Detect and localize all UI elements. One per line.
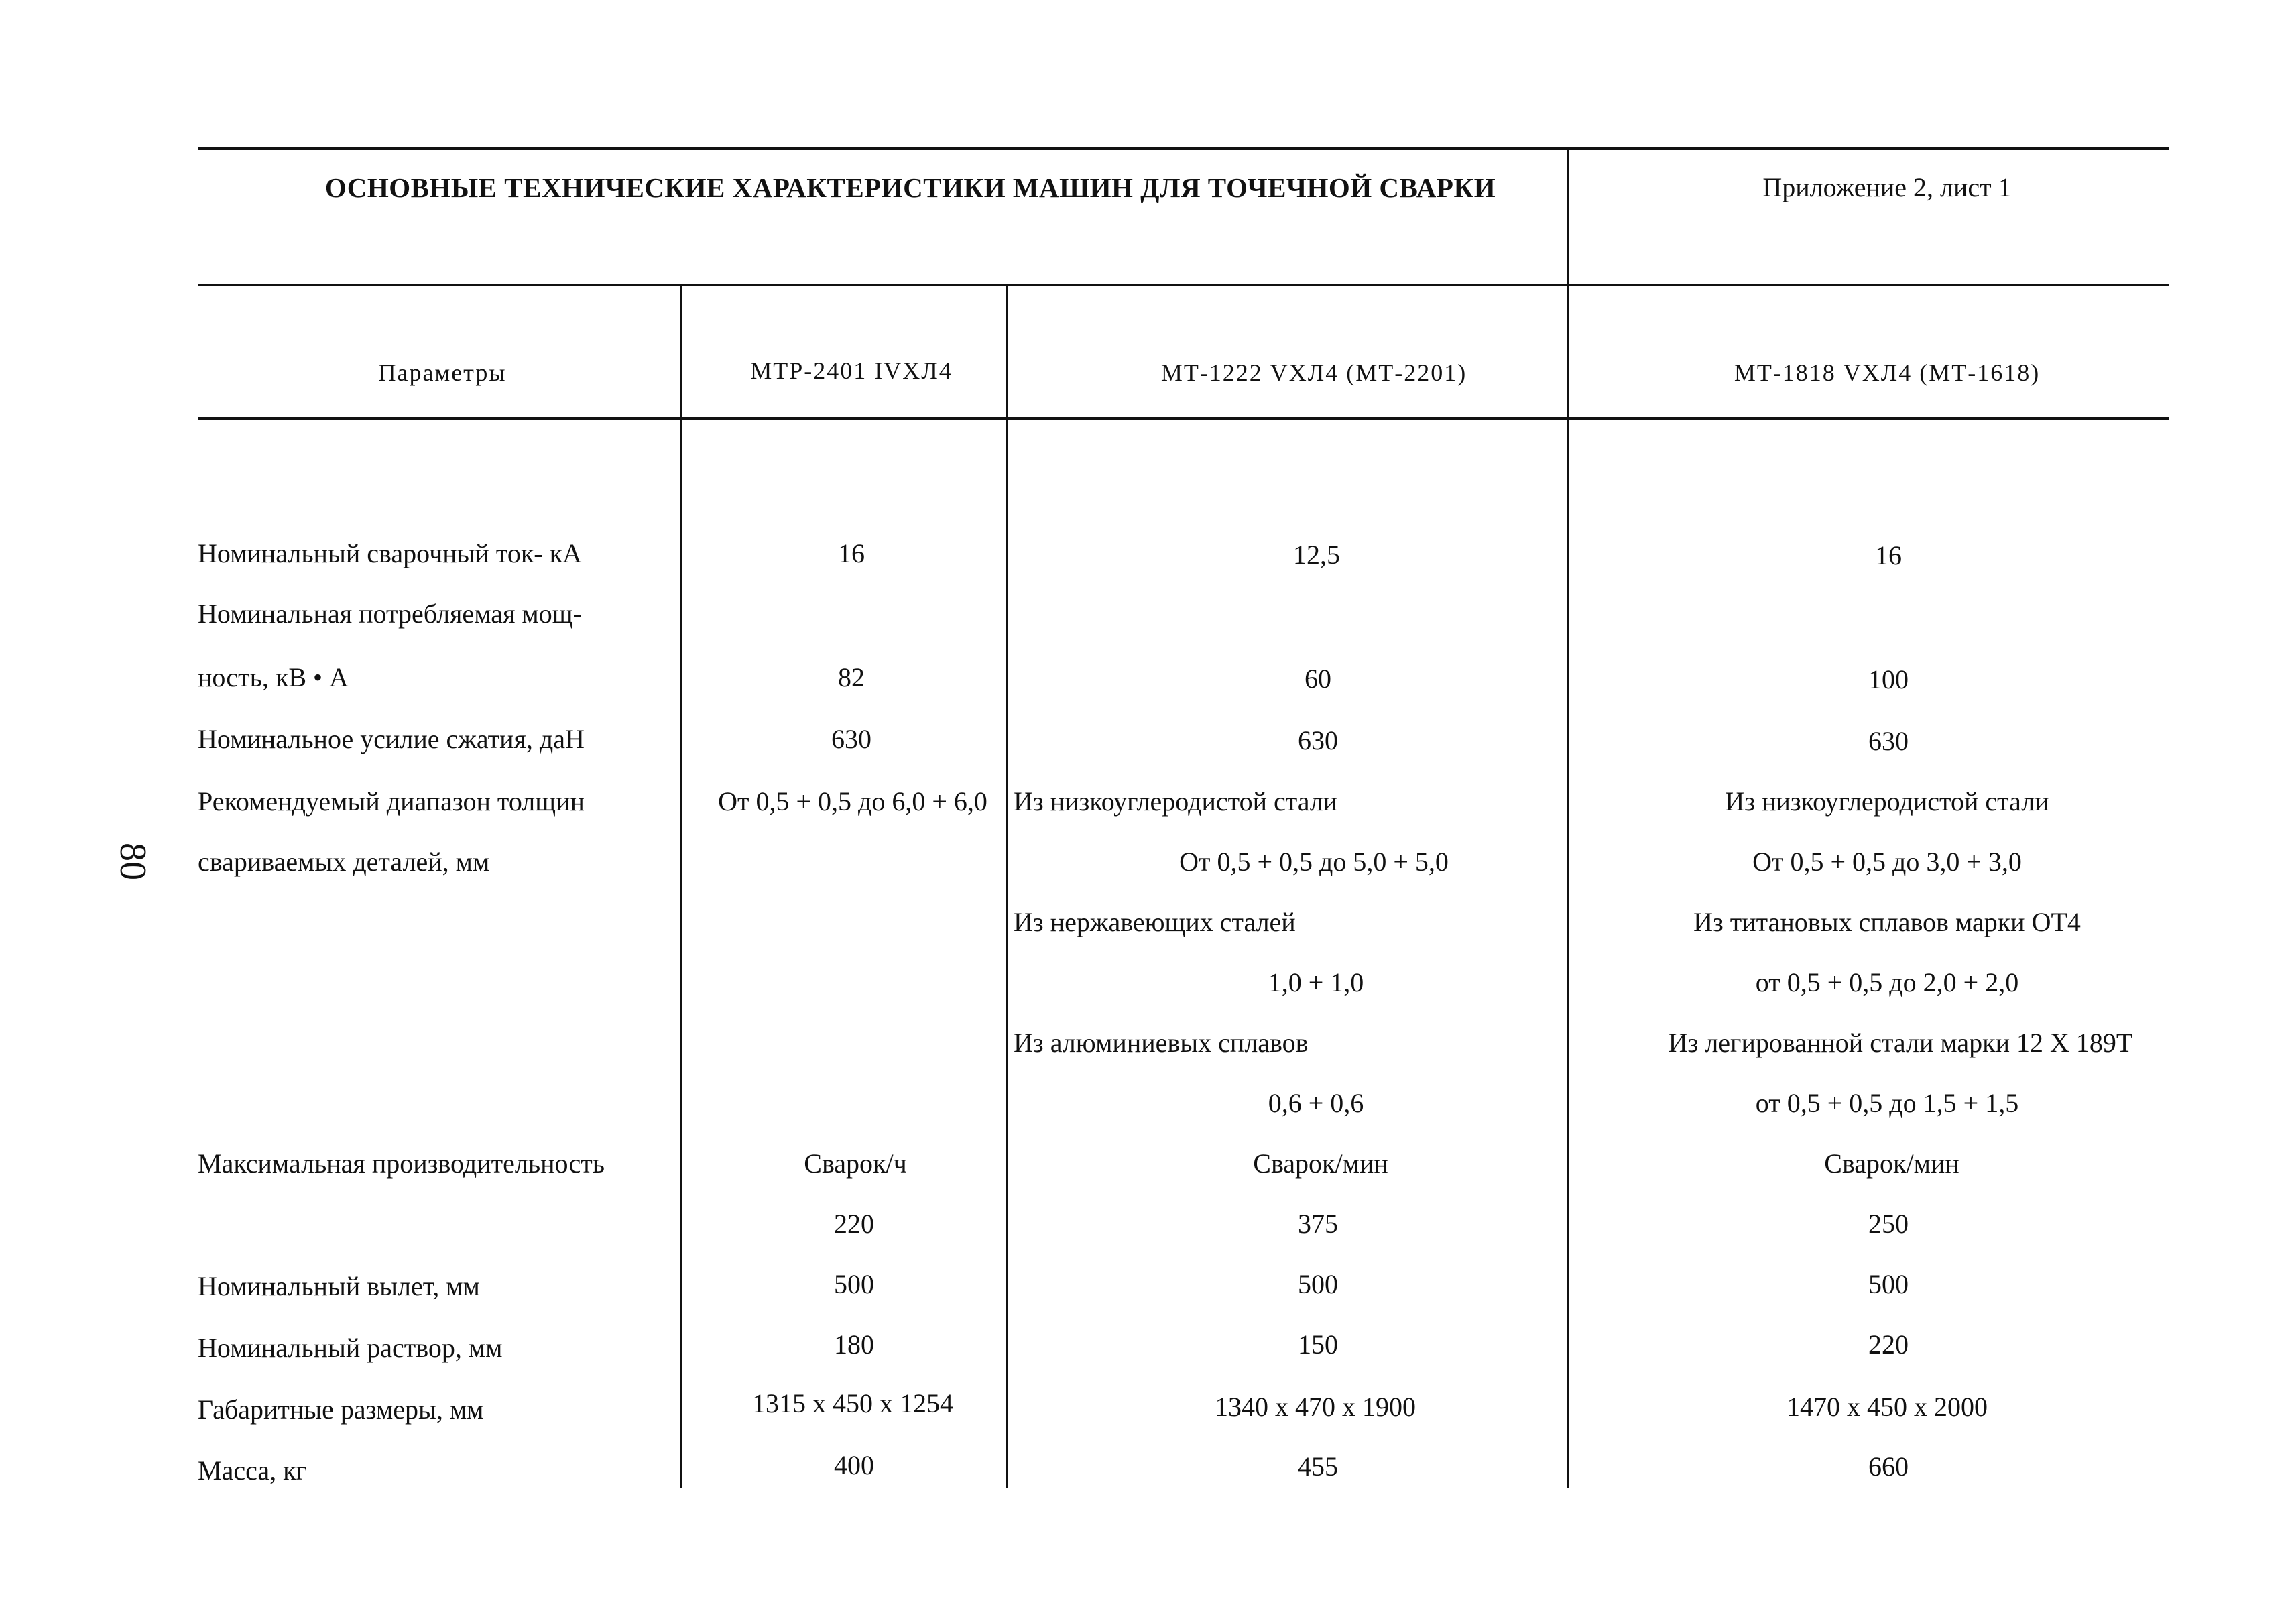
row-label-power-1: Номинальная потребляемая мощ- bbox=[198, 599, 582, 629]
reach-m1: 500 bbox=[834, 1269, 874, 1299]
thickness-m2-line-4: 1,0 + 1,0 bbox=[1268, 967, 1364, 998]
row-label-reach: Номинальный вылет, мм bbox=[198, 1271, 480, 1301]
power-m3: 100 bbox=[1868, 664, 1909, 695]
col-divider-2 bbox=[1006, 285, 1008, 1488]
thickness-m3-line-1: Из низкоуглеродистой стали bbox=[1725, 786, 2049, 817]
header-divider bbox=[1567, 147, 1569, 286]
reach-m2: 500 bbox=[1298, 1269, 1338, 1299]
thickness-m2-line-6: 0,6 + 0,6 bbox=[1268, 1088, 1364, 1118]
dimensions-m2: 1340 х 470 х 1900 bbox=[1215, 1392, 1416, 1422]
current-m3: 16 bbox=[1875, 540, 1902, 570]
opening-m2: 150 bbox=[1298, 1329, 1338, 1360]
page-number: 80 bbox=[112, 843, 154, 880]
row-label-dimensions: Габаритные размеры, мм bbox=[198, 1394, 484, 1425]
thickness-m1: От 0,5 + 0,5 до 6,0 + 6,0 bbox=[718, 786, 987, 817]
row-label-thickness-2: свариваемых деталей, мм bbox=[198, 847, 490, 877]
header-bottom-rule bbox=[198, 284, 2169, 286]
col-divider-1 bbox=[680, 285, 682, 1488]
force-m1: 630 bbox=[831, 724, 871, 754]
productivity-m2: 375 bbox=[1298, 1209, 1338, 1239]
column-header-m2: МТ-1222 VХЛ4 (МТ-2201) bbox=[1160, 359, 1467, 386]
thickness-m3-line-4: от 0,5 + 0,5 до 2,0 + 2,0 bbox=[1755, 967, 2019, 998]
column-header-m3: МТ-1818 VХЛ4 (МТ-1618) bbox=[1734, 359, 2041, 386]
current-m1: 16 bbox=[838, 538, 865, 568]
force-m2: 630 bbox=[1298, 725, 1338, 756]
power-m2: 60 bbox=[1305, 664, 1331, 694]
thickness-m2-line-3: Из нержавеющих сталей bbox=[1014, 907, 1296, 937]
header-top-rule bbox=[198, 147, 2169, 150]
thickness-m3-line-6: от 0,5 + 0,5 до 1,5 + 1,5 bbox=[1755, 1088, 2019, 1118]
thickness-m2-line-1: Из низкоуглеродистой стали bbox=[1014, 786, 1338, 817]
productivity-m3: 250 bbox=[1868, 1209, 1909, 1239]
column-header-bottom-rule bbox=[198, 417, 2169, 420]
col-divider-3 bbox=[1567, 285, 1569, 1488]
productivity-m1-unit: Сварок/ч bbox=[804, 1148, 907, 1179]
row-label-force: Номинальное усилие сжатия, даН bbox=[198, 724, 585, 754]
reach-m3: 500 bbox=[1868, 1269, 1909, 1299]
mass-m2: 455 bbox=[1298, 1451, 1338, 1482]
row-label-power-2: ность, кВ • А bbox=[198, 662, 349, 693]
table-title: ОСНОВНЫЕ ТЕХНИЧЕСКИЕ ХАРАКТЕРИСТИКИ МАШИН ДЛЯ ТОЧЕЧНОЙ СВАРКИ bbox=[324, 172, 1496, 203]
thickness-m3-line-2: От 0,5 + 0,5 до 3,0 + 3,0 bbox=[1752, 847, 2022, 877]
force-m3: 630 bbox=[1868, 726, 1909, 756]
productivity-m3-unit: Сварок/мин bbox=[1824, 1148, 1959, 1179]
column-header-params: Параметры bbox=[378, 359, 507, 386]
dimensions-m1: 1315 х 450 х 1254 bbox=[752, 1388, 953, 1419]
appendix-label: Приложение 2, лист 1 bbox=[1762, 172, 2012, 202]
row-label-current: Номинальный сварочный ток- кА bbox=[198, 538, 582, 568]
row-label-productivity: Максимальная производительность bbox=[198, 1148, 605, 1179]
thickness-m2-line-5: Из алюминиевых сплавов bbox=[1014, 1028, 1309, 1058]
opening-m1: 180 bbox=[834, 1329, 874, 1360]
row-label-thickness-1: Рекомендуемый диапазон толщин bbox=[198, 786, 585, 817]
power-m1: 82 bbox=[838, 662, 865, 693]
thickness-m3-line-3: Из титановых сплавов марки ОТ4 bbox=[1693, 907, 2081, 937]
thickness-m3-line-5: Из легированной стали марки 12 Х 189Т bbox=[1668, 1028, 2133, 1058]
mass-m3: 660 bbox=[1868, 1451, 1909, 1482]
thickness-m2-line-2: От 0,5 + 0,5 до 5,0 + 5,0 bbox=[1179, 847, 1449, 877]
mass-m1: 400 bbox=[834, 1450, 874, 1480]
opening-m3: 220 bbox=[1868, 1329, 1909, 1360]
row-label-opening: Номинальный раствор, мм bbox=[198, 1333, 503, 1363]
row-label-mass: Масса, кг bbox=[198, 1455, 307, 1486]
current-m2: 12,5 bbox=[1293, 540, 1340, 570]
productivity-m1: 220 bbox=[834, 1209, 874, 1239]
column-header-m1: МТР-2401 IVХЛ4 bbox=[750, 357, 953, 384]
productivity-m2-unit: Сварок/мин bbox=[1253, 1148, 1388, 1179]
dimensions-m3: 1470 х 450 х 2000 bbox=[1787, 1392, 1988, 1422]
